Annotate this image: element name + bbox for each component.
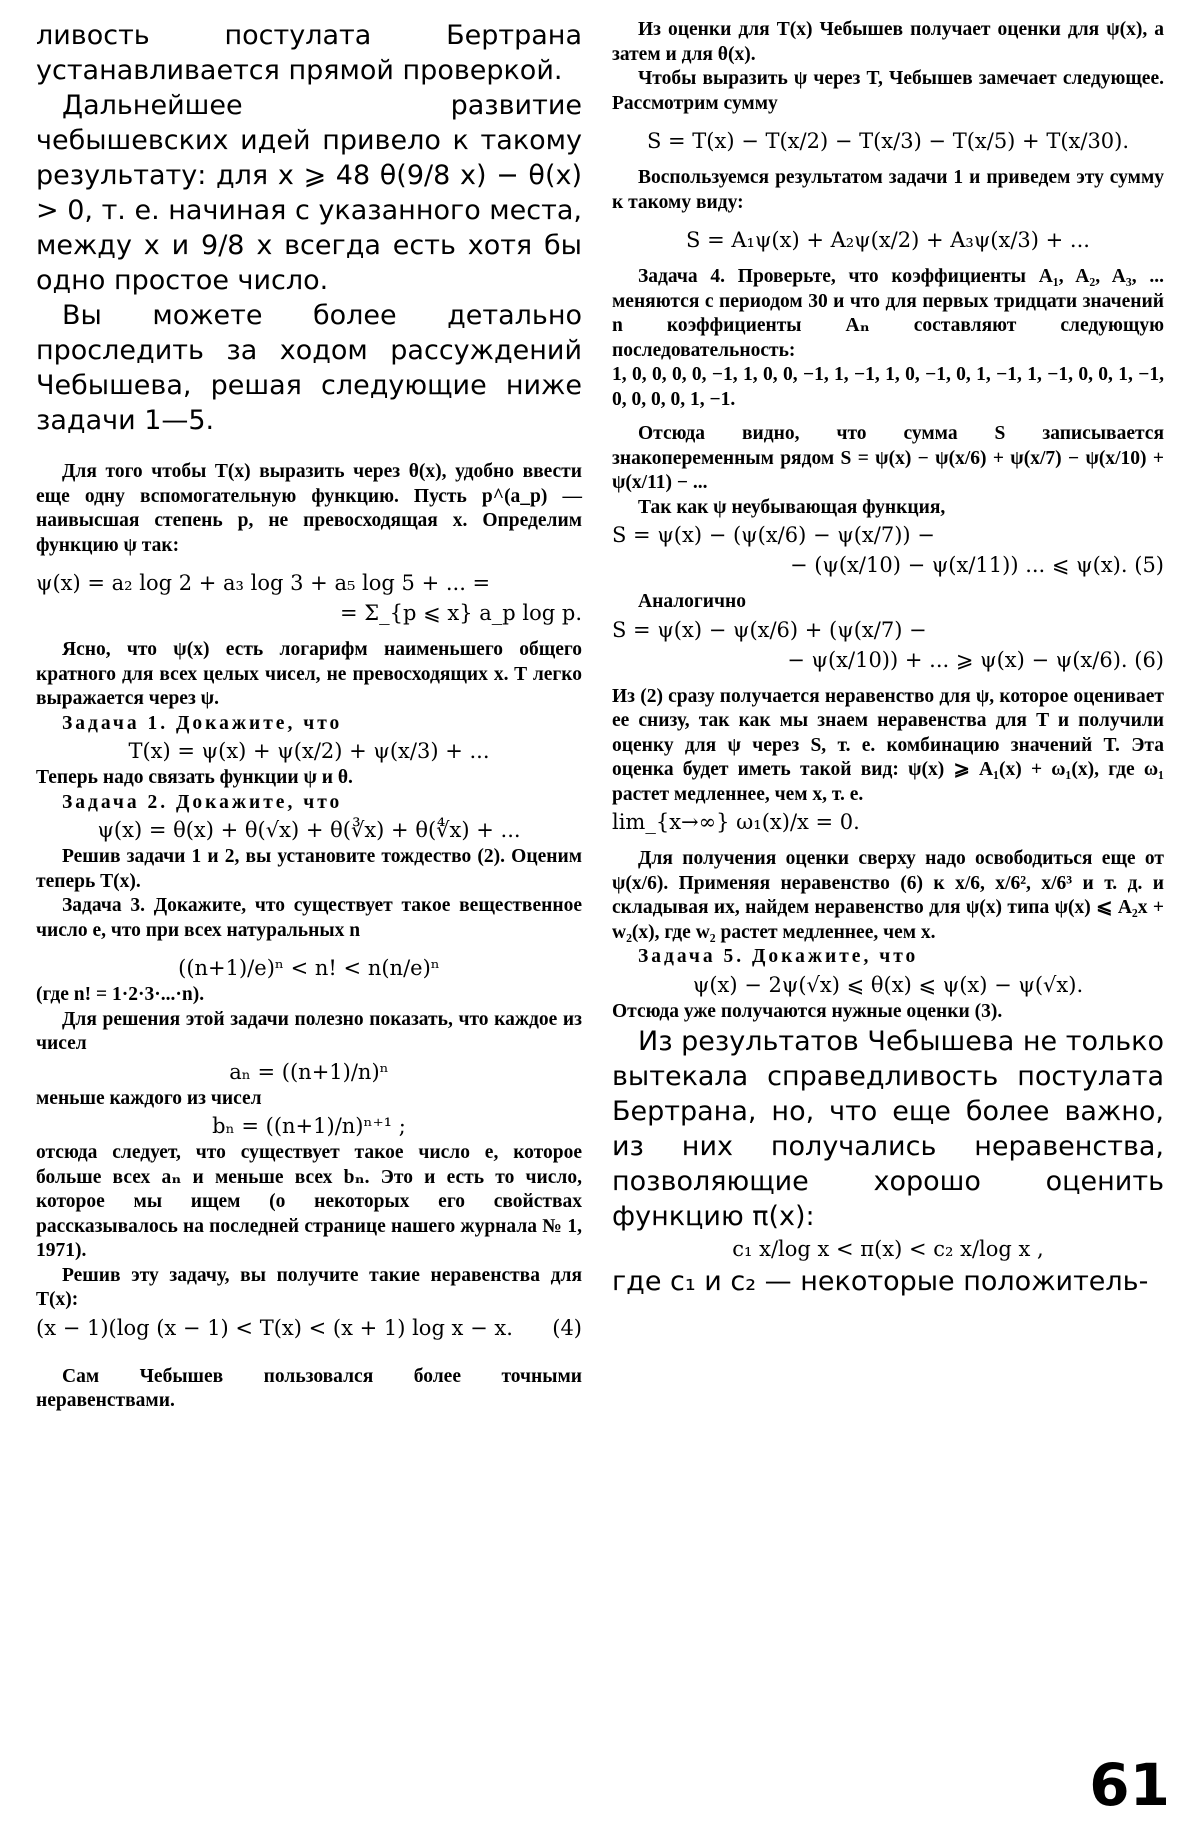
results-paragraph: Из результатов Чебышева не только вытекала справедливость постулата Бертрана, но, что еще более важно, из них получались неравенства, позволяющие хорошо оценить функцию π(x):: [612, 1026, 1164, 1232]
inequality-6b-formula: − ψ(x/10)) + ... ⩾ ψ(x) − ψ(x/6).: [787, 647, 1128, 672]
inequality-4-formula: (x − 1)(log (x − 1) < T(x) < (x + 1) log x − x.: [36, 1315, 513, 1340]
S-definition-formula: S = T(x) − T(x/2) − T(x/3) − T(x/5) + T(x/30).: [646, 129, 1130, 153]
inequality-5b-formula: − (ψ(x/10) − ψ(x/11)) ... ⩽ ψ(x).: [789, 553, 1128, 577]
alternating-series-paragraph: Отсюда видно, что сумма S записывается знакопеременным рядом S = ψ(x) − ψ(x/6) + ψ(x/7) − ψ(x/10) + ψ(x/11) − ...: [612, 423, 1164, 493]
equation-number-4: (4): [552, 1315, 582, 1340]
inequality-4: [36, 1313, 582, 1343]
equation-number-5: (5): [1134, 553, 1164, 577]
express-paragraph: Чтобы выразить ψ через T, Чебышев замечает следующее. Рассмотрим сумму: [612, 68, 1164, 114]
use-task-1-paragraph: Воспользуемся результатом задачи 1 и приведем эту сумму к такому виду:: [612, 167, 1164, 213]
task-2-formula: ψ(x) = θ(x) + θ(√x) + θ(∛x) + θ(∜x) + ...: [97, 818, 521, 842]
psi-lcm-paragraph: Ясно, что ψ(x) есть логарифм наименьшего общего кратного для всех целых чисел, не превосходящих x. T легко выражается через ψ.: [36, 639, 582, 709]
solve-12-paragraph: Решив задачи 1 и 2, вы установите тождество (2). Оценим теперь T(x).: [36, 846, 582, 892]
right-column: [612, 18, 1164, 1299]
left-column: [36, 18, 582, 1414]
upper-bound-paragraph: Для получения оценки сверху надо освободиться еще от ψ(x/6). Применяя неравенство (6) к x/6, x/6², x/6³ и т. д. и складывая их, найдем неравенство для ψ(x) типа ψ(x) ⩽ A₂x + w₂(x), где w₂ растет медленнее, чем x.: [612, 848, 1164, 943]
psi-definition-formula: ψ(x) = a₂ log 2 + a₃ log 3 + a₅ log 5 + ... =: [36, 571, 491, 595]
similarly-label: Аналогично: [638, 591, 747, 612]
intro-paragraph-3: Вы можете более детально проследить за ходом рассуждений Чебышева, решая следующие ниже задачи 1—5.: [36, 300, 582, 436]
constants-paragraph: где c₁ и c₂ — некоторые положитель-: [612, 1266, 1149, 1297]
b-n-formula: bₙ = ((n+1)/n)ⁿ⁺¹ ;: [212, 1114, 406, 1138]
useful-paragraph: Для решения этой задачи полезно показать, что каждое из чисел: [36, 1008, 582, 1054]
inequality-6: [612, 645, 1164, 675]
task-4-paragraph: Задача 4. Проверьте, что коэффициенты A₁, A₂, A₃, ... меняются с периодом 30 и что для первых тридцати значений n коэффициенты Aₙ составляют следующую последовательность:: [612, 266, 1164, 361]
task-5-formula: ψ(x) − 2ψ(√x) ⩽ θ(x) ⩽ ψ(x) − ψ(√x).: [692, 972, 1084, 997]
equation-number-6: (6): [1134, 647, 1164, 672]
pi-inequality-formula: c₁ x/log x < π(x) < c₂ x/log x ,: [732, 1237, 1044, 1261]
task-3-formula: ((n+1)/e)ⁿ < n! < n(n/e)ⁿ: [178, 956, 440, 980]
a-n-formula: aₙ = ((n+1)/n)ⁿ: [229, 1059, 389, 1084]
inequality-6a: S = ψ(x) − ψ(x/6) + (ψ(x/7) −: [612, 617, 927, 642]
from-T-paragraph: Из оценки для T(x) Чебышев получает оценки для ψ(x), а затем и для θ(x).: [612, 19, 1164, 65]
psi-sum-formula: = Σ_{p ⩽ x} a_p log p.: [340, 601, 582, 625]
factorial-note: (где n! = 1·2·3·...·n).: [36, 984, 205, 1005]
task-1-heading: Задача 1. Докажите, что: [62, 712, 343, 734]
chebyshev-paragraph: Сам Чебышев пользовался более точными неравенствами.: [36, 1365, 582, 1411]
intro-paragraph-2: Дальнейшее развитие чебышевских идей привело к такому результату: для x ⩾ 48 θ(9/8 x) − θ(x) > 0, т. е. начиная с указанного места, между x и 9/8 x всегда есть хотя бы одно простое число.: [36, 90, 582, 296]
task-3-heading: Задача 3. Докажите, что существует такое вещественное число e, что при всех натуральных n: [36, 895, 582, 941]
page-number: 61: [1089, 1751, 1170, 1819]
less-paragraph: меньше каждого из чисел: [36, 1087, 262, 1109]
inequality-5a: S = ψ(x) − (ψ(x/6) − ψ(x/7)) −: [612, 523, 935, 547]
coefficient-sequence: 1, 0, 0, 0, 0, −1, 1, 0, 0, −1, 1, −1, 1, 0, −1, 0, 1, −1, 1, −1, 0, 0, 1, −1, 0, 0, 0, 0, 1, −1.: [612, 364, 1164, 410]
lower-bound-paragraph: Из (2) сразу получается неравенство для ψ, которое оценивает ее снизу, так как мы знаем неравенства для T и получили оценку для ψ через S, т. е. комбинацию значений T. Эта оценка будет иметь такой вид: ψ(x) ⩾ A₁(x) + ω₁(x), где ω₁ растет медленнее, чем x, т. е.: [612, 685, 1164, 805]
needed-estimates-paragraph: Отсюда уже получаются нужные оценки (3).: [612, 1000, 1003, 1022]
task-1-formula: T(x) = ψ(x) + ψ(x/2) + ψ(x/3) + ...: [128, 739, 490, 763]
inequality-5: [612, 550, 1164, 580]
limit-formula: lim_{x→∞} ω₁(x)/x = 0.: [612, 810, 860, 834]
nondecreasing-paragraph: Так как ψ неубывающая функция,: [638, 496, 946, 518]
task-5-heading: Задача 5. Докажите, что: [638, 946, 919, 967]
psi-intro-paragraph: Для того чтобы T(x) выразить через θ(x), удобно ввести еще одну вспомогательную функцию. Пусть p^(a_p) — наивысшая степень p, не превосходящая x. Определим функцию ψ так:: [36, 461, 582, 556]
connect-paragraph: Теперь надо связать функции ψ и θ.: [36, 767, 353, 788]
hence-paragraph: отсюда следует, что существует такое число e, которое больше всех aₙ и меньше всех bₙ. Это и есть то число, которое мы ищем (о некоторых его свойствах рассказывалось на последней странице нашего журнала № 1, 1971).: [36, 1142, 582, 1261]
S-coefficients-formula: S = A₁ψ(x) + A₂ψ(x/2) + A₃ψ(x/3) + ...: [686, 228, 1090, 252]
task-2-heading: Задача 2. Докажите, что: [62, 791, 343, 813]
after-task-3-paragraph: Решив эту задачу, вы получите такие неравенства для T(x):: [36, 1264, 582, 1310]
intro-paragraph-1: ливость постулата Бертрана устанавливается прямой проверкой.: [36, 20, 582, 86]
